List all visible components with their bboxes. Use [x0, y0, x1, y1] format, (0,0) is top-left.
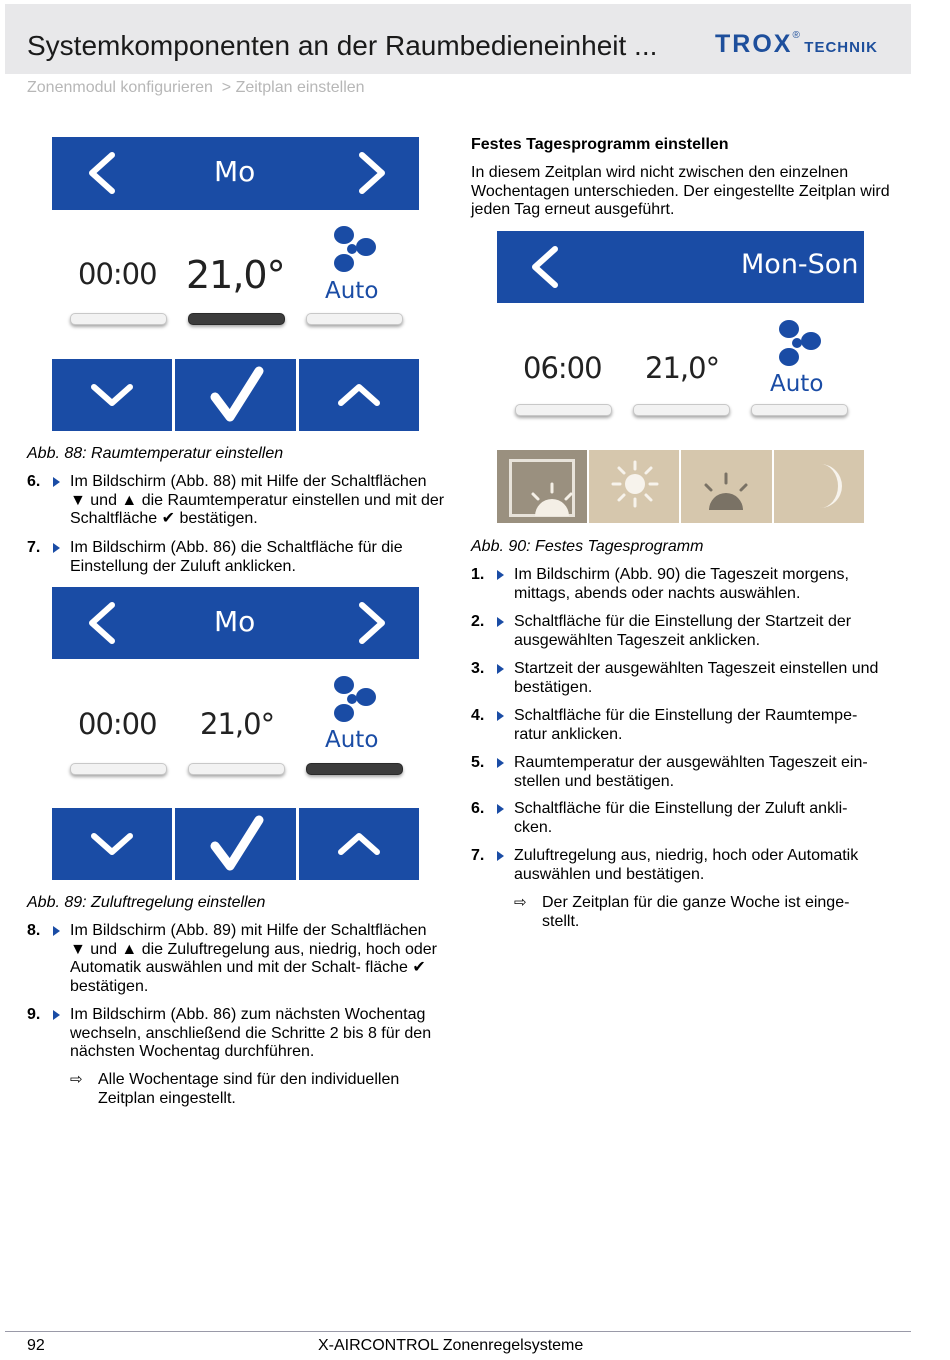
fig88-screen [52, 137, 419, 431]
fan-icon [322, 673, 382, 725]
step-number: 6. [471, 800, 485, 817]
fig90-slot-time [515, 404, 612, 416]
chevron-up-icon [299, 808, 419, 880]
arrow-right-icon [53, 543, 60, 553]
fig89-slot-fan [306, 763, 403, 775]
arrow-right-icon [497, 570, 504, 580]
step-left-9 [27, 1006, 447, 1062]
step-number: 6. [27, 473, 41, 490]
logo-reg: ® [792, 30, 800, 41]
arrow-right-icon [53, 477, 60, 487]
fig88-fan-label[interactable]: Auto [325, 278, 379, 304]
step-left-6 [27, 473, 447, 529]
chevron-down-icon [52, 359, 172, 431]
result-right [514, 894, 884, 932]
chevron-down-icon [52, 808, 172, 880]
fig89-caption: Abb. 89: Zuluftregelung einstellen [27, 894, 266, 911]
chevron-right-icon[interactable] [356, 151, 390, 195]
tile-night[interactable] [774, 450, 864, 523]
step-right-3 [471, 660, 891, 698]
arrow-right-icon [497, 758, 504, 768]
step-text: Schaltfläche für die Einstellung der Zuluft ankli- cken. [514, 800, 848, 836]
intro-paragraph: In diesem Zeitplan wird nicht zwischen den einzelnen Wochentagen unterschieden. Der eingestellte Zeitplan wird jeden Tag erneut ausgeführt. [471, 164, 890, 218]
fig90-time[interactable]: 06:00 [523, 351, 602, 385]
step-text: Im Bildschirm (Abb. 86) zum nächsten Wochentag wechseln, anschließend die Schritte 2 bis 8 für den nächsten Wochentag durchführen. [70, 1006, 432, 1060]
fig88-slot-temp [188, 313, 285, 325]
fig90-slot-temp [633, 404, 730, 416]
step-right-1 [471, 566, 891, 604]
step-right-2 [471, 613, 891, 651]
fan-icon [322, 223, 382, 275]
fig90-fan-label[interactable]: Auto [770, 371, 824, 397]
arrow-right-icon [53, 1010, 60, 1020]
fig88-slot-time [70, 313, 167, 325]
document-title: X-AIRCONTROL Zonenregelsysteme [318, 1337, 584, 1354]
arrow-right-icon [497, 851, 504, 861]
step-text: Im Bildschirm (Abb. 90) die Tageszeit morgens, mittags, abends oder nachts auswählen. [514, 566, 849, 602]
fig89-temp[interactable]: 21,0° [200, 707, 275, 741]
fig88-slot-fan [306, 313, 403, 325]
step-left-7 [27, 539, 447, 577]
step-right-7 [471, 847, 891, 885]
fig88-day-label: Mo [214, 155, 256, 188]
up-button[interactable] [299, 808, 419, 880]
step-number: 2. [471, 613, 485, 630]
fan-icon [767, 317, 827, 369]
tile-noon[interactable] [589, 450, 679, 523]
chevron-up-icon [299, 359, 419, 431]
sun-icon [611, 460, 659, 508]
step-number: 1. [471, 566, 485, 583]
confirm-button[interactable] [175, 808, 296, 880]
step-right-5 [471, 754, 891, 792]
fig89-fan-label[interactable]: Auto [325, 727, 379, 753]
logo-trox: TROX [715, 30, 793, 58]
arrow-right-icon [497, 617, 504, 627]
result-text: Alle Wochentage sind für den individuellen Zeitplan eingestellt. [98, 1071, 400, 1107]
fig90-temp[interactable]: 21,0° [645, 351, 720, 385]
checkmark-icon [175, 359, 296, 431]
arrow-right-icon [497, 804, 504, 814]
fig89-time[interactable]: 00:00 [78, 707, 157, 741]
chevron-left-icon[interactable] [84, 151, 118, 195]
step-text: Schaltfläche für die Einstellung der Startzeit der ausgewählten Tageszeit anklicken. [514, 613, 852, 649]
arrow-right-icon [497, 711, 504, 721]
arrow-right-icon [53, 926, 60, 936]
tile-morning[interactable] [497, 450, 587, 523]
arrow-right-icon [497, 664, 504, 674]
fig90-day-label: Mon-Son [741, 249, 859, 280]
up-button[interactable] [299, 359, 419, 431]
fig88-temp[interactable]: 21,0° [186, 253, 285, 297]
step-right-6 [471, 800, 891, 838]
step-text: Schaltfläche für die Einstellung der Raumtempe- ratur anklicken. [514, 707, 858, 743]
result-arrow-icon: ⇨ [70, 1071, 83, 1088]
step-right-4 [471, 707, 891, 745]
trox-logo [715, 30, 878, 60]
chevron-right-icon[interactable] [356, 601, 390, 645]
step-text: Im Bildschirm (Abb. 86) die Schaltfläche für die Einstellung der Zuluft anklicken. [70, 539, 403, 575]
breadcrumb: Zonenmodul konfigurieren > Zeitplan einstellen [27, 79, 365, 96]
fig89-screen [52, 587, 419, 880]
footer-divider [5, 1331, 911, 1332]
logo-technik: TECHNIK [804, 39, 878, 56]
down-button[interactable] [52, 359, 172, 431]
step-number: 9. [27, 1006, 41, 1023]
fig88-time[interactable]: 00:00 [78, 257, 157, 291]
fig90-caption: Abb. 90: Festes Tagesprogramm [471, 538, 704, 555]
sunset-icon [701, 472, 751, 512]
fig90-slot-fan [751, 404, 848, 416]
fig90-screen [497, 231, 864, 523]
chevron-left-icon[interactable] [527, 245, 561, 289]
fig89-slot-temp [188, 763, 285, 775]
step-number: 7. [27, 539, 41, 556]
step-number: 7. [471, 847, 485, 864]
step-text: Im Bildschirm (Abb. 89) mit Hilfe der Schaltflächen ▼ und ▲ die Zuluftregelung aus, niedrig, hoch oder Automatik auswählen und mit der Schalt- fläche ✔ bestätigen. [70, 922, 438, 995]
confirm-button[interactable] [175, 359, 296, 431]
fig89-day-label: Mo [214, 605, 256, 638]
sunrise-icon [527, 480, 577, 520]
step-text: Raumtemperatur der ausgewählten Tageszeit ein- stellen und bestätigen. [514, 754, 868, 790]
page-number: 92 [27, 1337, 45, 1354]
result-arrow-icon: ⇨ [514, 894, 527, 911]
step-number: 3. [471, 660, 485, 677]
down-button[interactable] [52, 808, 172, 880]
step-left-8 [27, 922, 447, 996]
step-text: Zuluftregelung aus, niedrig, hoch oder Automatik auswählen und bestätigen. [514, 847, 859, 883]
chevron-left-icon[interactable] [84, 601, 118, 645]
result-text: Der Zeitplan für die ganze Woche ist einge- stellt. [542, 894, 850, 930]
step-text: Startzeit der ausgewählten Tageszeit einstellen und bestätigen. [514, 660, 879, 696]
tile-evening[interactable] [681, 450, 772, 523]
result-left [70, 1071, 430, 1109]
step-number: 4. [471, 707, 485, 724]
fig89-slot-time [70, 763, 167, 775]
step-text: Im Bildschirm (Abb. 88) mit Hilfe der Schaltflächen ▼ und ▲ die Raumtemperatur einstellen und mit der Schaltfläche ✔ bestätigen. [70, 473, 445, 527]
moon-icon [806, 462, 842, 510]
page-title: Systemkomponenten an der Raumbedieneinheit ... [27, 30, 658, 61]
checkmark-icon [175, 808, 296, 880]
section-heading: Festes Tagesprogramm einstellen [471, 136, 729, 153]
fig88-caption: Abb. 88: Raumtemperatur einstellen [27, 445, 284, 462]
step-number: 8. [27, 922, 41, 939]
step-number: 5. [471, 754, 485, 771]
